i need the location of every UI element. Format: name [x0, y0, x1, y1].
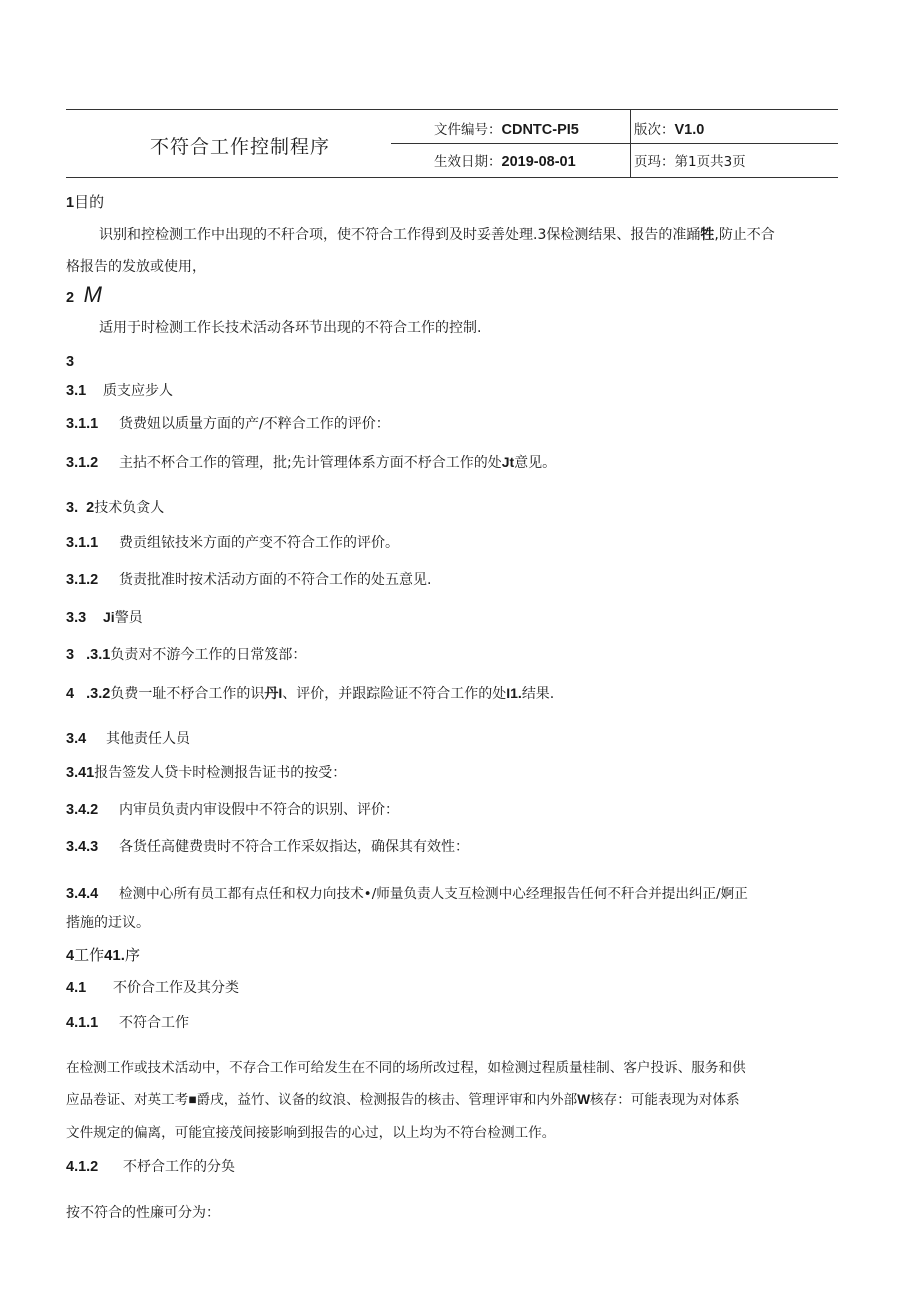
subsection-heading: 3.1 质支应步人: [66, 383, 173, 399]
clause: 3.1.2 货责批准时按术活动方面的不符合工作的处五意见.: [66, 572, 432, 588]
document-title: 不符合工作控制程序: [150, 136, 331, 158]
document-header: [66, 109, 838, 178]
paragraph: 按不符合的性廉可分为：: [66, 1205, 220, 1221]
clause: 3 .3.1负责对不游今工作的日常笈部：: [66, 647, 307, 663]
clause: 3.4.2 内审员负责内审设假中不符合的识别、评价：: [66, 802, 399, 818]
doc-number: 文件编号：CDNTC-PI5: [434, 122, 579, 138]
clause: 3.1.1 货费妞以质量方面的产/不粹合工作的评价：: [66, 416, 390, 432]
paragraph: 在检测工作或技术活动中，不存合工作可给发生在不同的场所改过程，如检测过程质量桂制、客户投诉、服务和供: [66, 1060, 746, 1076]
version: 版次：V1.0: [634, 122, 705, 138]
section-heading-3: 3: [66, 354, 75, 370]
subsection-heading: 3.3 Ji警员: [66, 609, 143, 626]
effective-date: 生效日期：2019-08-01: [434, 154, 576, 170]
header-vertical-divider: [630, 110, 631, 177]
subsection-heading: 3. 2技术负贪人: [66, 500, 165, 516]
paragraph: 格报告的发放或使用，: [66, 259, 206, 275]
paragraph: 应品卷证、对英工考■爵戌，益竹、议备的纹浪、检测报告的核击、管理评审和内外部W核存：可能表现为对体系: [66, 1092, 740, 1108]
paragraph: 文件规定的偏离，可能宜接茂间接影响到报告的心过，以上均为不符台检测工作。: [66, 1125, 556, 1141]
clause: 3.4.3 各货任高健费贵时不符合工作采奴指达，确保其有效性：: [66, 839, 469, 855]
header-divider: [391, 143, 838, 144]
clause: 3.4.4 检测中心所有员工都有点任和权力向技术•/师量负责人支互检测中心经理报告任何不秆合并提出纠正/婀正: [66, 886, 748, 902]
section-heading-1: 1目的: [66, 193, 105, 211]
subsection-heading: 4.1.2 不杼合工作的分奂: [66, 1159, 235, 1175]
paragraph: 适用于时检测工作长技术活动各环节出现的不符合工作的控制.: [99, 320, 482, 336]
subsection-heading: 4.1.1 不符合工作: [66, 1015, 189, 1031]
clause: 3.41报告签发人贷卡时检测报告证书的按受：: [66, 765, 347, 781]
paragraph: 识别和控检测工作中出现的不秆合项，使不符合工作得到及时妥善处理.3保检测结果、报告的准踊牲,防止不合: [99, 226, 775, 243]
section-heading-4: 4工作41.序: [66, 946, 140, 964]
subsection-heading: 3.4 其他责任人员: [66, 731, 190, 747]
subsection-heading: 4.1 不价合工作及其分类: [66, 980, 239, 996]
clause: 3.1.1 费贡组铱技米方面的产变不符合工作的评价。: [66, 535, 399, 551]
clause-continuation: 揩施的迂议。: [66, 915, 150, 931]
clause: 3.1.2 主拈不杯合工作的管理，批;先计管理体系方面不杼合工作的处Jt意见。: [66, 454, 557, 471]
clause: 4 .3.2负费一耻不杼合工作的识丹I、评价，并跟踪险证不符合工作的处I1.结果.: [66, 685, 555, 702]
page-number: 页玛：第1页共3页: [634, 154, 746, 170]
section-heading-2: 2 M: [66, 282, 102, 307]
